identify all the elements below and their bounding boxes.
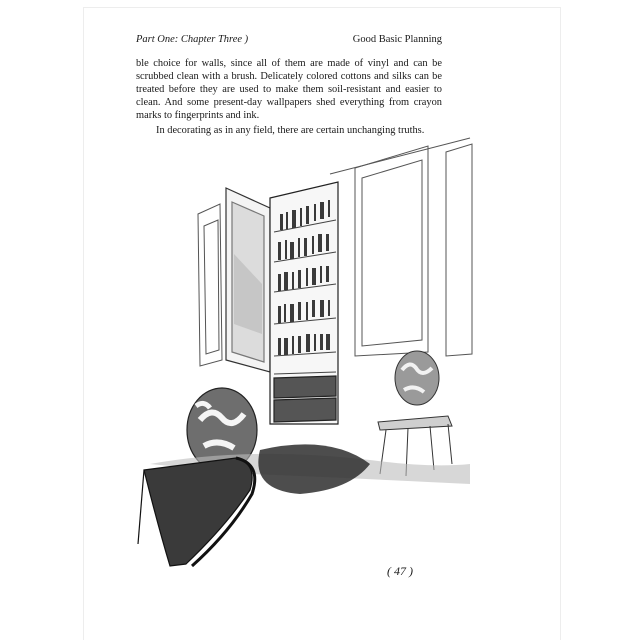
page-number: ( 47 ) [387, 564, 413, 578]
chapter-heading: Part One: Chapter Three ) [136, 34, 249, 45]
section-heading: Good Basic Planning [352, 34, 442, 45]
interior-illustration [130, 134, 480, 574]
body-text [136, 57, 442, 137]
bookcase [270, 182, 338, 424]
side-chair [378, 351, 452, 476]
sofa [138, 458, 255, 566]
running-head [136, 34, 442, 50]
open-door [226, 188, 270, 372]
paragraph-continued: ble choice for walls, since all of them are made of vinyl and can be scrubbed clean with a brush. Delicately colored cottons and silks can be treated before they are used to make them soil-resistant and easier to clean. And some present-day wallpapers shed everything from crayon marks to fingerprints and ink. [136, 58, 442, 121]
paragraph: In decorating as in any field, there are certain unchanging truths. [156, 125, 425, 136]
